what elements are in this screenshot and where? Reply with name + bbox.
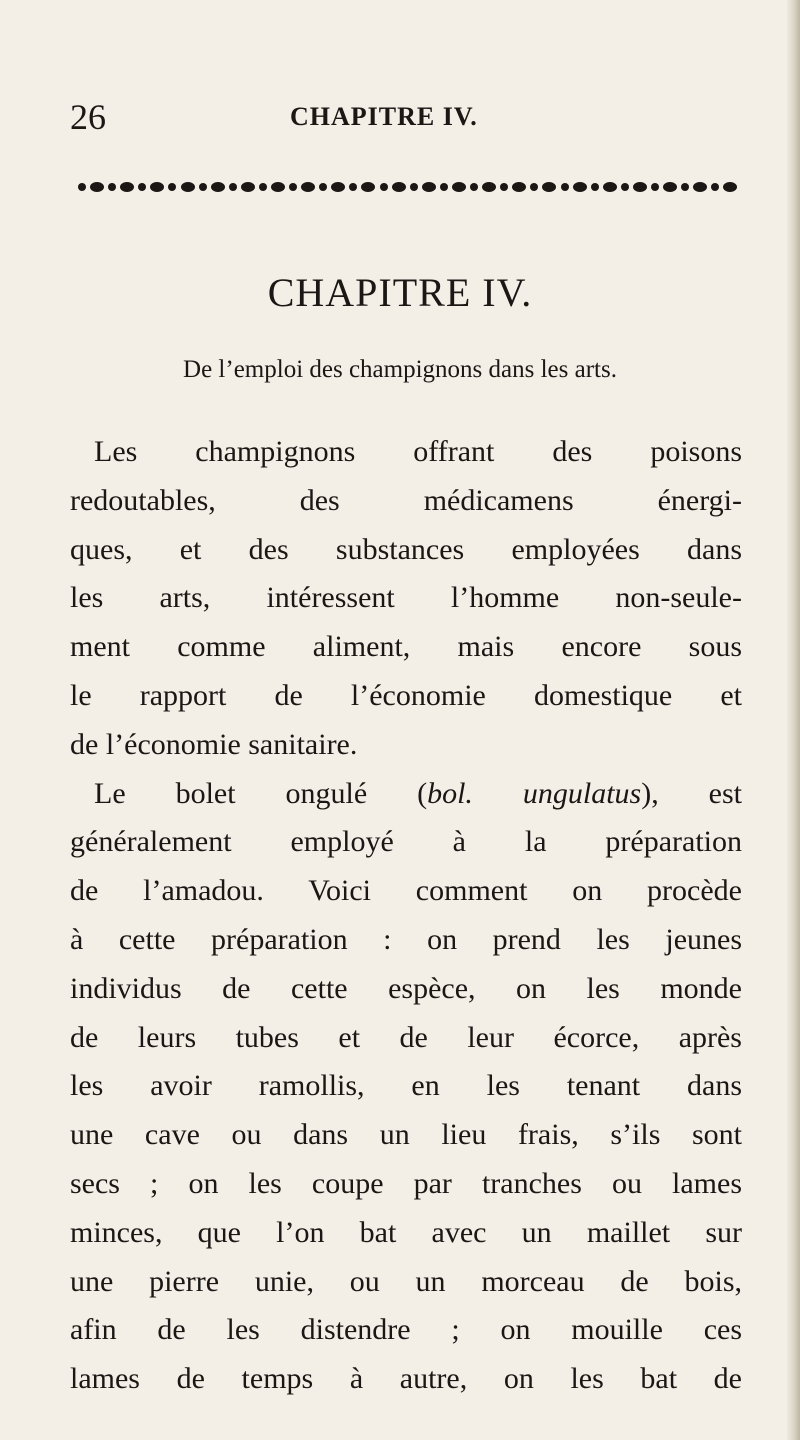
- running-title: CHAPITRE IV.: [290, 102, 478, 131]
- text-line: à cette préparation : on prend les jeunes: [70, 922, 742, 956]
- text-line: ment comme aliment, mais encore sous: [70, 630, 742, 664]
- ornamental-divider: [78, 176, 738, 198]
- running-head: [70, 92, 730, 142]
- text-line: ques, et des substances employées dans: [70, 532, 742, 566]
- text-line: les avoir ramollis, en les tenant dans: [70, 1069, 742, 1103]
- text-line: [70, 770, 742, 819]
- text-fragment: ), est: [641, 776, 742, 810]
- latin-name: bol. ungulatus: [427, 776, 642, 810]
- text-line: minces, que l’on bat avec un maillet sur: [70, 1215, 742, 1249]
- text-line: de l’économie sanitaire.: [70, 727, 358, 761]
- text-line: lames de temps à autre, on les bat de: [70, 1362, 742, 1396]
- text-line: généralement employé à la préparation: [70, 825, 742, 859]
- text-line: de leurs tubes et de leur écorce, après: [70, 1020, 742, 1054]
- text-line: de l’amadou. Voici comment on procède: [70, 874, 742, 908]
- text-line: les arts, intéressent l’homme non-seule-: [70, 581, 742, 615]
- text-line: afin de les distendre ; on mouille ces: [70, 1313, 742, 1347]
- chapter-heading: CHAPITRE IV.: [267, 270, 533, 315]
- page-edge-shadow: [786, 0, 800, 1440]
- chapter-subtitle: De l’emploi des champignons dans les arts.: [183, 356, 617, 383]
- text-line: redoutables, des médicamens énergi-: [70, 483, 742, 517]
- text-line: le rapport de l’économie domestique et: [70, 678, 742, 712]
- text-line: une cave ou dans un lieu frais, s’ils sont: [70, 1118, 742, 1152]
- page-number: 26: [70, 97, 106, 137]
- body-text: [70, 428, 742, 1404]
- text-line: Les champignons offrant des poisons: [94, 435, 742, 468]
- text-line: individus de cette espèce, on les monde: [70, 971, 742, 1005]
- text-line: secs ; on les coupe par tranches ou lames: [70, 1166, 742, 1200]
- text-fragment: Le bolet ongulé (: [94, 776, 428, 810]
- text-line: une pierre unie, ou un morceau de bois,: [70, 1264, 742, 1298]
